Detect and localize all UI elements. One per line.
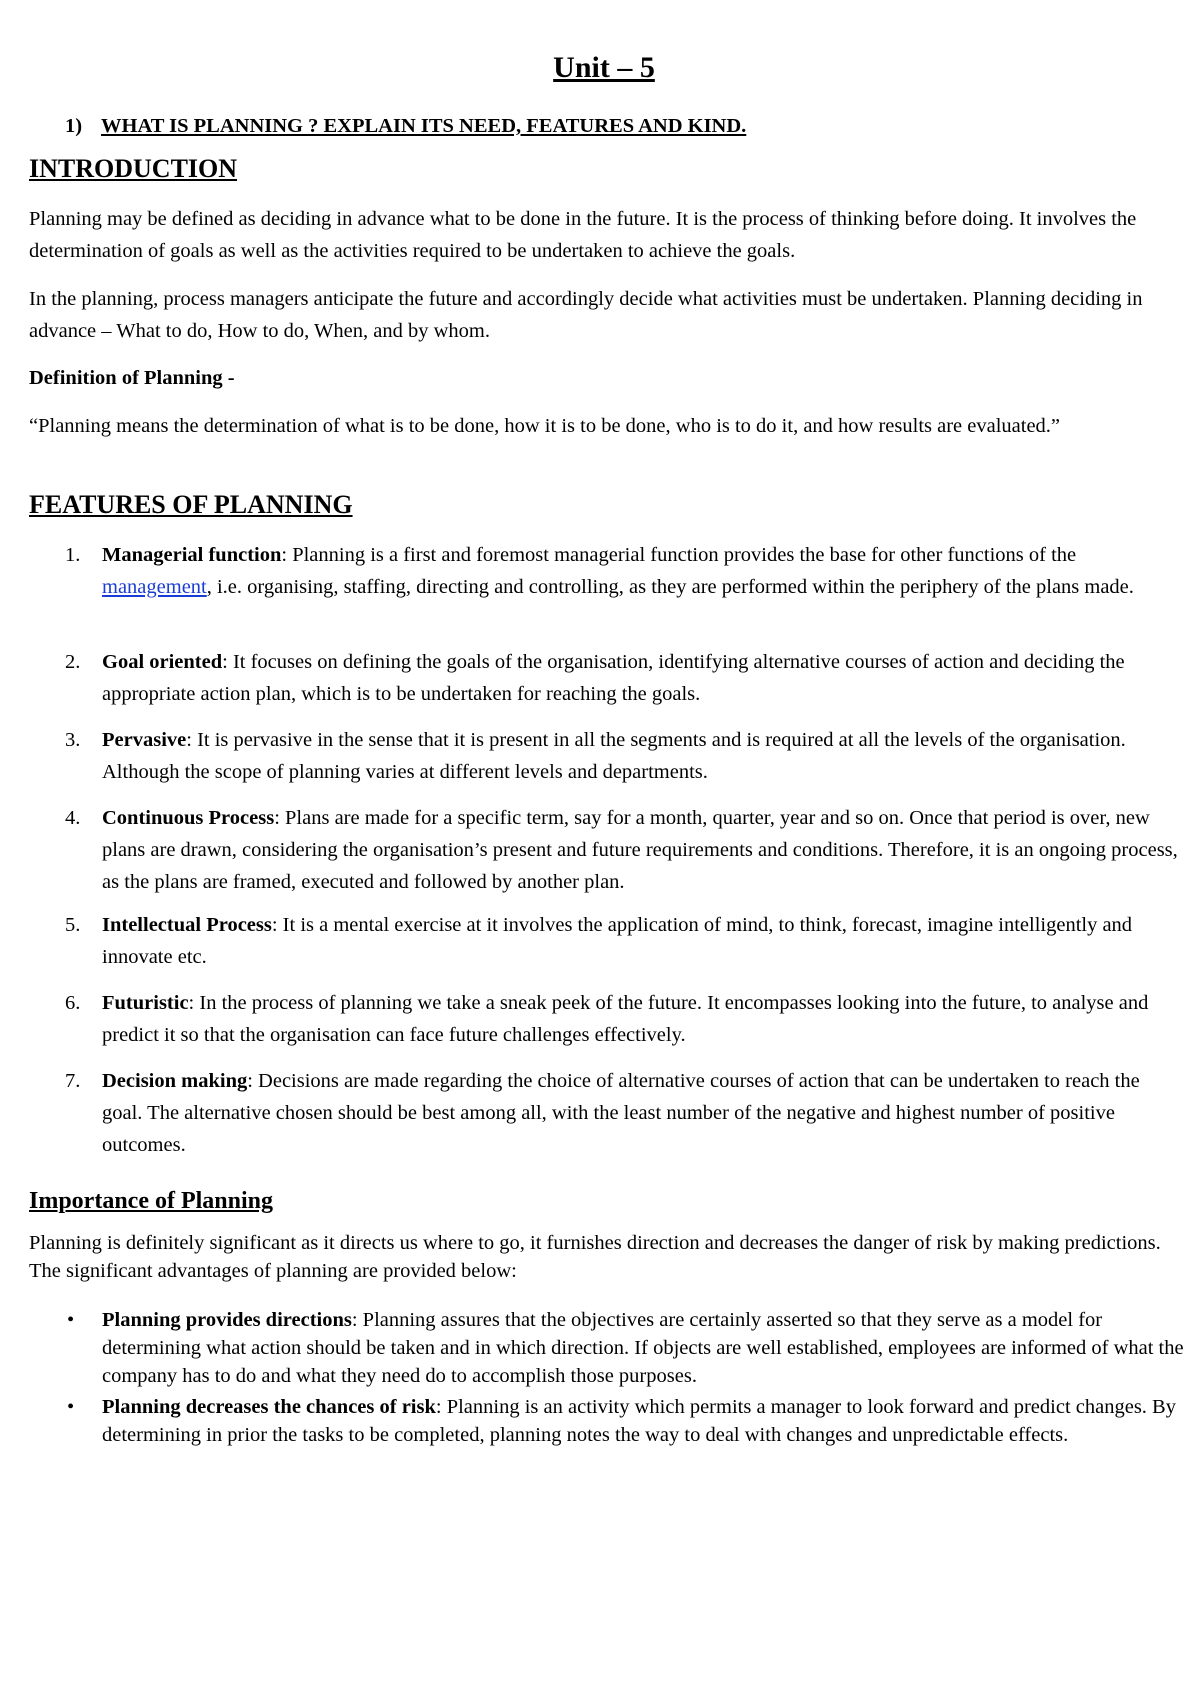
feature-number: 5. (65, 914, 81, 936)
features-heading: FEATURES OF PLANNING (29, 490, 353, 519)
feature-term: Managerial function (102, 544, 282, 566)
definition-text: “Planning means the determination of what is to be done, how it is to be done, who is to do it, and how results are evaluated.” (29, 415, 1061, 437)
feature-text: : It is pervasive in the sense that it is present in all the segments and is required at all the levels of the organisation. Although the scope of planning varies at different levels and departments. (102, 729, 1126, 783)
bullet-term: Planning provides directions (102, 1309, 352, 1331)
feature-number: 4. (65, 807, 81, 829)
feature-text: : Plans are made for a specific term, say for a month, quarter, year and so on. Once that period is over, new plans are drawn, considering the organisation’s present and future requirements and conditions. Therefore, it is an ongoing process, as the plans are framed, executed and followed by another plan. (102, 807, 1178, 893)
unit-title: Unit – 5 (553, 51, 655, 84)
question-text: WHAT IS PLANNING ? EXPLAIN ITS NEED, FEATURES AND KIND. (101, 115, 747, 137)
feature-number: 1. (65, 544, 81, 566)
feature-text: : It is a mental exercise at it involves the application of mind, to think, forecast, imagine intelligently and innovate etc. (102, 914, 1133, 968)
question-number: 1) (65, 115, 83, 137)
importance-intro: Planning is definitely significant as it directs us where to go, it furnishes direction and decreases the danger of risk by making predictions. The significant advantages of planning are provided below: (29, 1232, 1161, 1282)
definition-label: Definition of Planning - (29, 367, 235, 389)
feature-term: Futuristic (102, 992, 189, 1014)
feature-term: Goal oriented (102, 651, 223, 673)
feature-number: 2. (65, 651, 81, 673)
intro-paragraph-1: Planning may be defined as deciding in advance what to be done in the future. It is the process of thinking before doing. It involves the determination of goals as well as the activities required to be undertaken to achieve the goals. (29, 208, 1137, 262)
feature-term: Pervasive (102, 729, 187, 751)
bullet-icon: • (67, 1309, 75, 1331)
feature-text: : Decisions are made regarding the choice of alternative courses of action that can be undertaken to reach the goal. The alternative chosen should be best among all, with the least number of the negative and highest number of positive outcomes. (102, 1070, 1140, 1156)
feature-text-continued: , i.e. organising, staffing, directing and controlling, as they are performed within the periphery of the plans made. (206, 576, 1134, 598)
management-link[interactable]: management (102, 576, 207, 598)
bullet-icon: • (67, 1396, 75, 1418)
feature-term: Decision making (102, 1070, 248, 1092)
bullet-text: : Planning assures that the objectives are certainly asserted so that they serve as a model for determining what action should be taken and in which direction. If objects are well established, employees are informed of what the company has to do and what they need do to accomplish those purposes. (102, 1309, 1184, 1387)
bullet-term: Planning decreases the chances of risk (102, 1396, 436, 1418)
feature-text: : It focuses on defining the goals of the organisation, identifying alternative courses of action and deciding the appropriate action plan, which is to be undertaken for reaching the goals. (102, 651, 1125, 705)
feature-text: : Planning is a first and foremost managerial function provides the base for other functions of the (281, 544, 1077, 566)
feature-term: Intellectual Process (102, 914, 272, 936)
question-heading (65, 112, 746, 140)
feature-number: 7. (65, 1070, 81, 1092)
importance-heading: Importance of Planning (29, 1188, 274, 1214)
introduction-heading: INTRODUCTION (29, 154, 238, 183)
bullet-text: : Planning is an activity which permits a manager to look forward and predict changes. By determining in prior the tasks to be completed, planning notes the way to deal with changes and unpredictable effects. (102, 1396, 1176, 1446)
feature-text: : In the process of planning we take a sneak peek of the future. It encompasses looking into the future, to analyse and predict it so that the organisation can face future challenges effectively. (102, 992, 1149, 1046)
feature-number: 6. (65, 992, 81, 1014)
feature-number: 3. (65, 729, 81, 751)
feature-term: Continuous Process (102, 807, 275, 829)
intro-paragraph-2: In the planning, process managers anticipate the future and accordingly decide what activities must be undertaken. Planning deciding in advance – What to do, How to do, When, and by whom. (29, 288, 1143, 342)
